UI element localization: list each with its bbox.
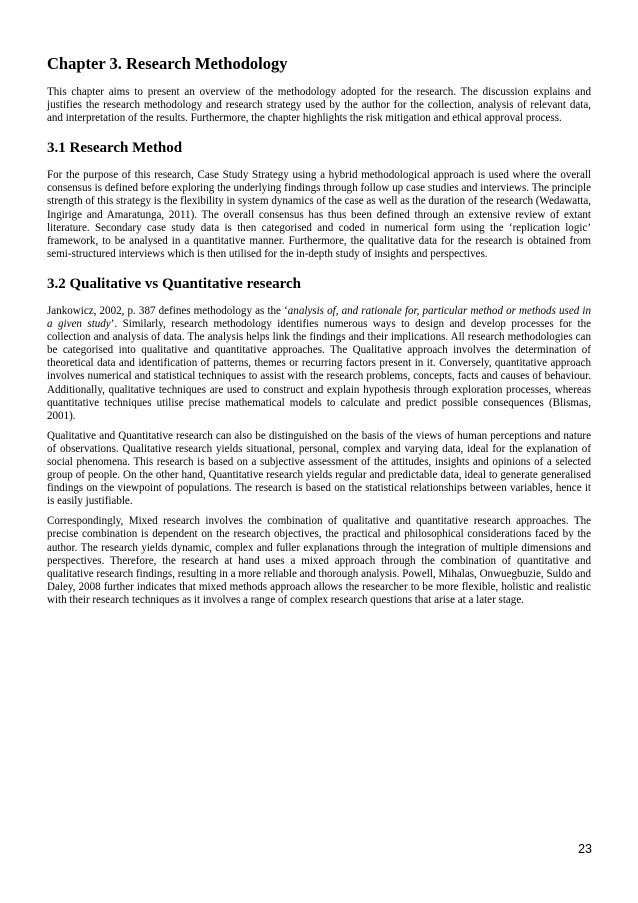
section-heading-qualitative-vs-quantitative: 3.2 Qualitative vs Quantitative research [47, 275, 302, 292]
chapter-title: Chapter 3. Research Methodology [47, 54, 288, 73]
paragraph-lead: Jankowicz, 2002, p. 387 defines methodology as the ‘ [47, 304, 288, 317]
paragraph-rest: ’. Similarly, research methodology identifies numerous ways to design and develop processes for the collection and analysis of data. The analysis helps link the findings and their implications. All research methodologies can be categorised into qualitative and quantitative approaches. The Qualitative approach involves the determination of theoretical data and identification of patterns, themes or recurring factors present in it. Conversely, quantitative approach involves numerical and statistical techniques to assist with the research problems, concepts, facts and causes of behaviour. Additionally, qualitative techniques are used to construct and explain hypothesis through exploration processes, whereas quantitative techniques utilise precise mathematical models to calculate and predict possible consequences (Blismas, 2001). [47, 318, 591, 422]
page-number: 23 [578, 842, 592, 856]
intro-paragraph: This chapter aims to present an overview of the methodology adopted for the research. The discussion explains and justifies the research methodology and research strategy used by the author for the collection, analysis of relevant data, and interpretation of the results. Furthermore, the chapter highlights the risk mitigation and ethical approval process. [47, 86, 591, 125]
document-page [47, 54, 591, 614]
quoted-definition: analysis of, and rationale for, particular method or methods used in a given study [47, 304, 591, 331]
research-method-paragraph: For the purpose of this research, Case Study Strategy using a hybrid methodological approach is used where the overall consensus is defined before exploring the underlying findings through follow up case studies and interviews. The principle strength of this strategy is the flexibility in system dynamics of the case as well as the duration of the research (Wedawatta, Ingirige and Amaratunga, 2011). The overall consensus has thus been defined through an extensive review of extant literature. Secondary case study data is then categorised and coded in numerical form using the ‘replication logic’ framework, to be analysed in a quantitative manner. Furthermore, the qualitative data for the research is obtained from semi-structured interviews which is then utilised for the in-depth study of insights and perspectives. [47, 169, 591, 260]
methodology-definition-paragraph [47, 305, 591, 423]
section-heading-research-method: 3.1 Research Method [47, 140, 183, 157]
distinction-paragraph: Qualitative and Quantitative research can also be distinguished on the basis of the views of human perceptions and nature of observations. Qualitative research yields situational, personal, complex and varying data, ideal for the explanation of social phenomena. This research is based on a subjective assessment of the attitudes, insights and opinions of a selected group of people. On the other hand, Quantitative research yields regular and predictable data, ideal to generate generalised findings on the viewpoint of populations. The research is based on the statistical relationships between variables, hence it is easily justifiable. [47, 429, 591, 508]
mixed-research-paragraph: Correspondingly, Mixed research involves the combination of qualitative and quantitative research approaches. The precise combination is dependent on the research objectives, the practical and philosophical considerations faced by the author. The research yields dynamic, complex and fuller explanations through the integration of multiple dimensions and perspectives. Therefore, the research at hand uses a mixed approach through the combination of quantitative and qualitative research findings, resulting in a more reliable and thorough analysis. Powell, Mihalas, Onwuegbuzie, Suldo and Daley, 2008 further indicates that mixed methods approach allows the researcher to be more flexible, holistic and realistic with their research techniques as it involves a range of complex research questions that arise at a later stage. [47, 515, 591, 606]
